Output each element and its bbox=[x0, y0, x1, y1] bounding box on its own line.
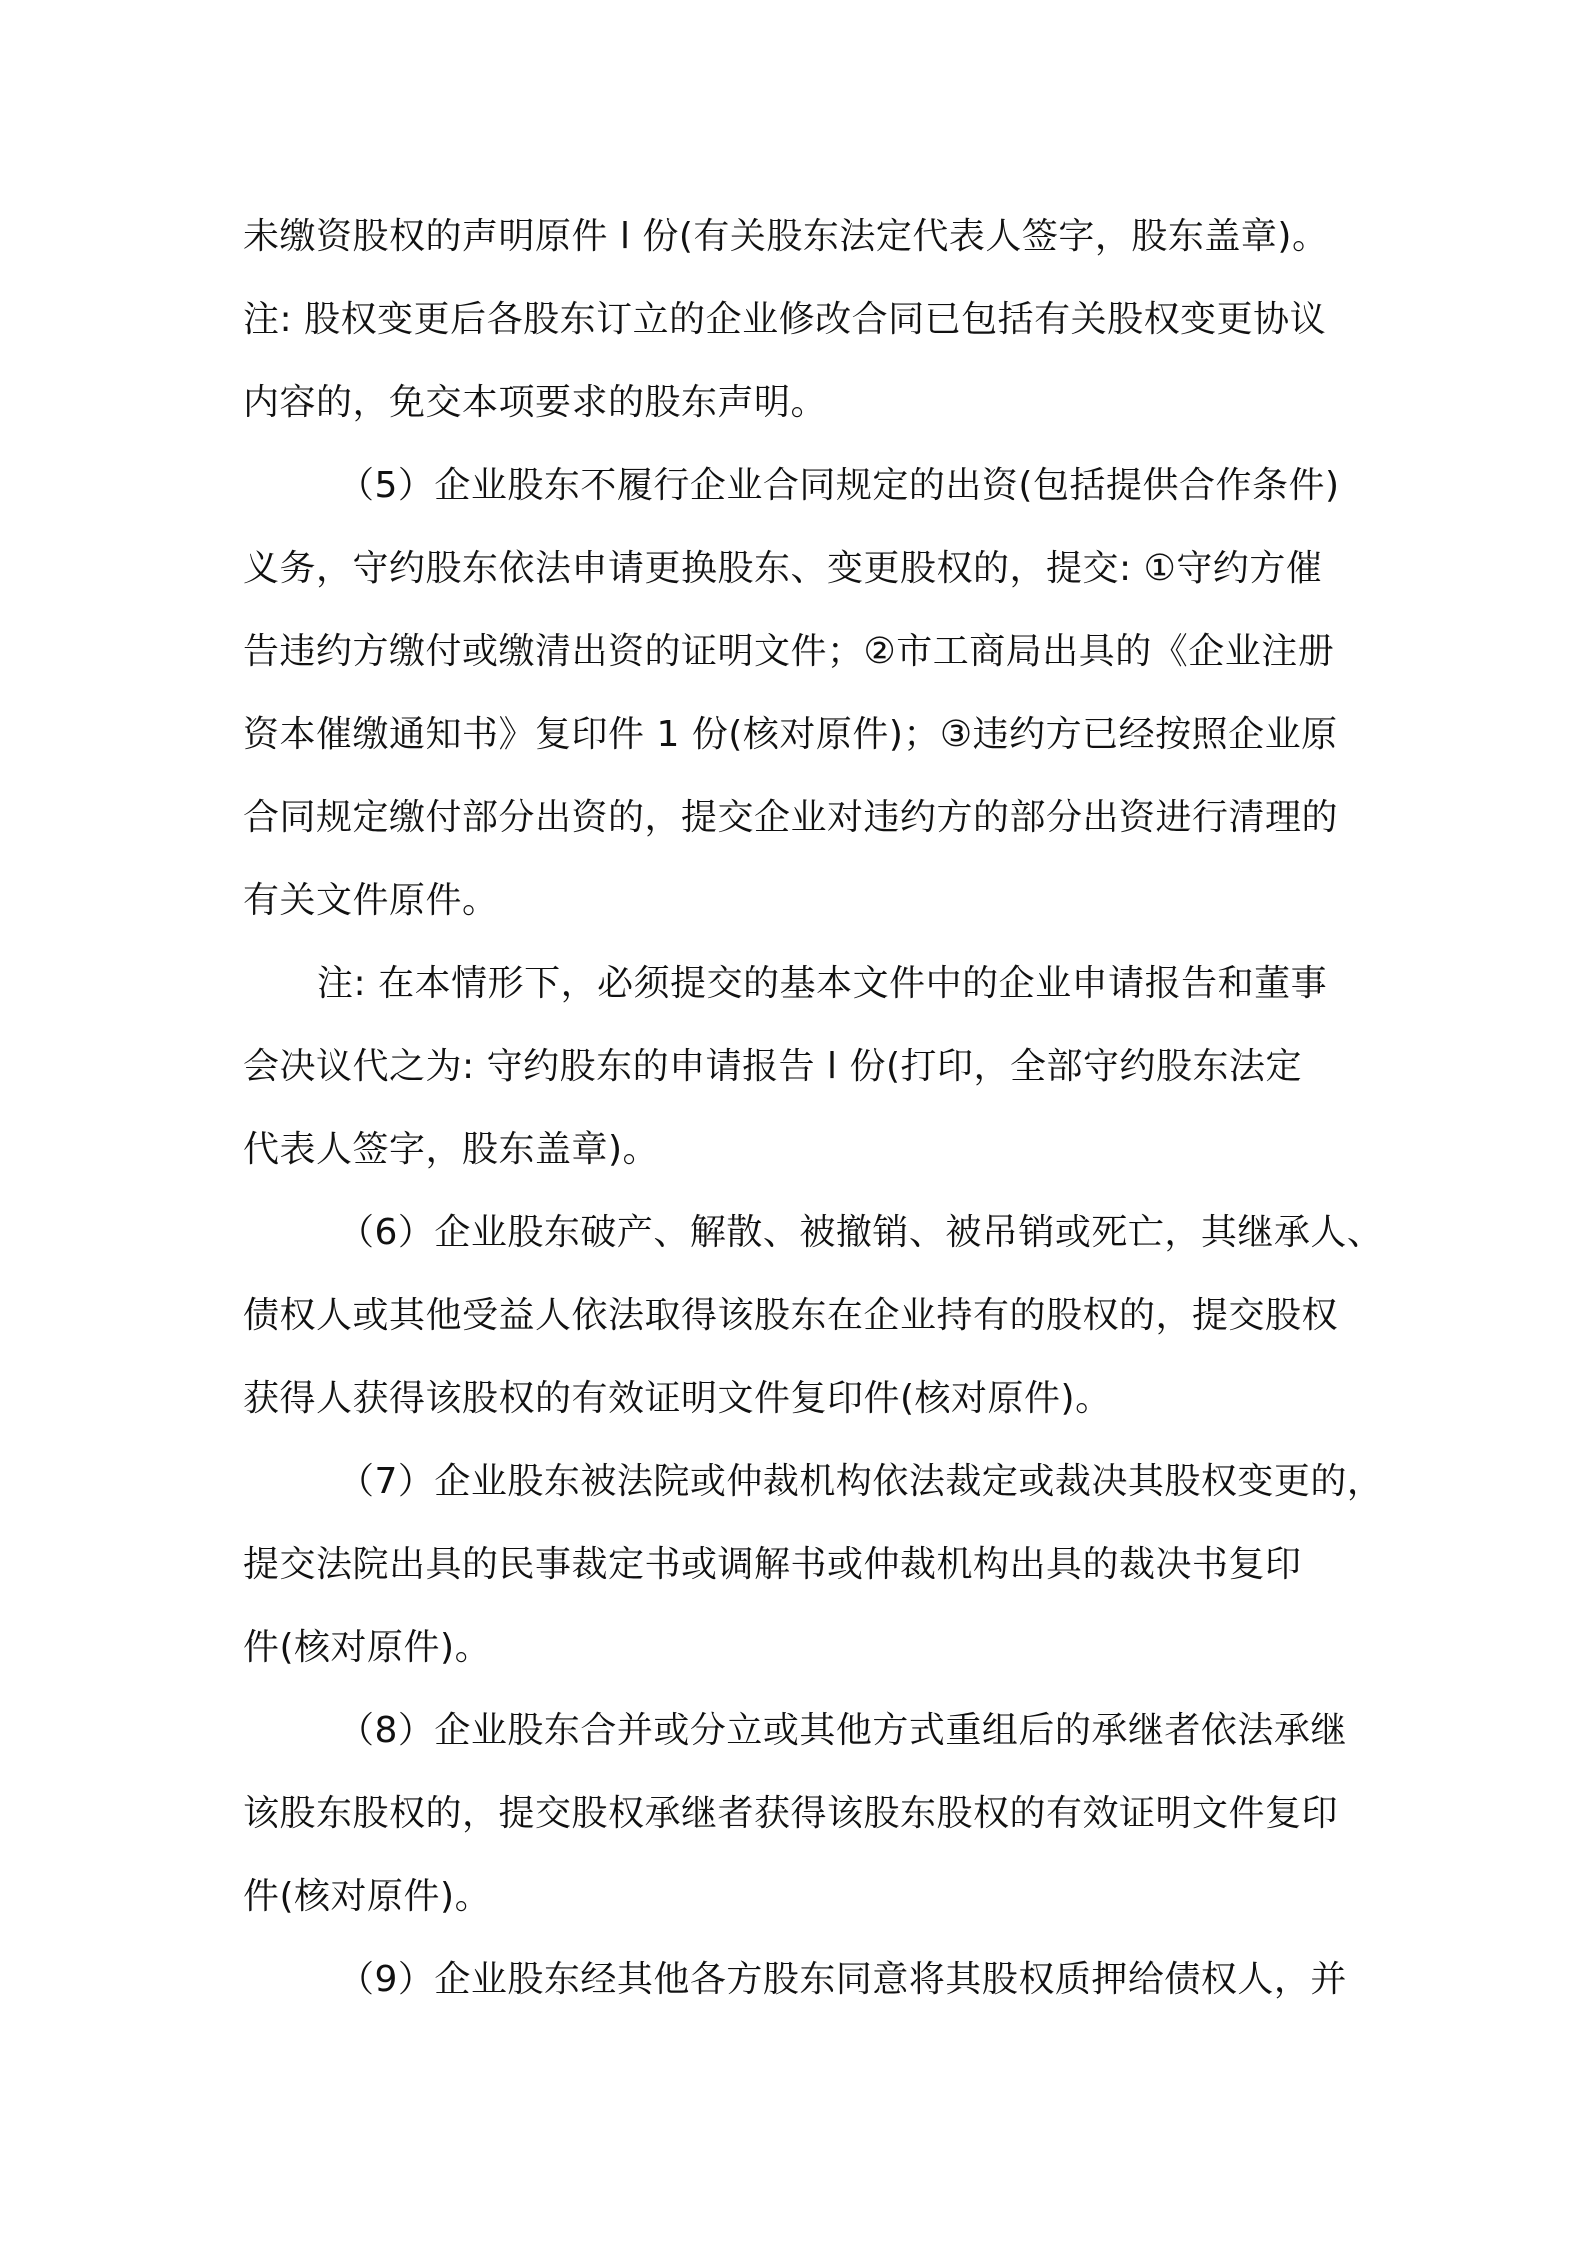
text-line: 内容的，免交本项要求的股东声明。 bbox=[243, 382, 828, 423]
text-line: 件(核对原件)。 bbox=[243, 1627, 492, 1668]
text-line: 告违约方缴付或缴清出资的证明文件；②市工商局出具的《企业注册 bbox=[243, 631, 1335, 672]
text-line: 件(核对原件)。 bbox=[243, 1876, 492, 1917]
text-line: 注: 股权变更后各股东订立的企业修改合同已包括有关股权变更协议 bbox=[243, 299, 1327, 340]
text-line: 有关文件原件。 bbox=[243, 880, 499, 921]
text-line: 获得人获得该股权的有效证明文件复印件(核对原件)。 bbox=[243, 1378, 1112, 1419]
note-start: 注: 在本情形下，必须提交的基本文件中的企业申请报告和董事 bbox=[317, 963, 1328, 1004]
text-line: 代表人签字，股东盖章)。 bbox=[243, 1129, 660, 1170]
text-line: 提交法院出具的民事裁定书或调解书或仲裁机构出具的裁决书复印 bbox=[243, 1544, 1302, 1585]
text-line: 会决议代之为: 守约股东的申请报告 l 份(打印，全部守约股东法定 bbox=[243, 1046, 1303, 1087]
paragraph-8-start: （8）企业股东合并或分立或其他方式重组后的承继者依法承继 bbox=[338, 1710, 1347, 1751]
text-line: 义务，守约股东依法申请更换股东、变更股权的，提交: ①守约方催 bbox=[243, 548, 1323, 589]
text-line: 资本催缴通知书》复印件 1 份(核对原件)；③违约方已经按照企业原 bbox=[243, 714, 1338, 755]
text-line: 债权人或其他受益人依法取得该股东在企业持有的股权的，提交股权 bbox=[243, 1295, 1339, 1336]
text-line: 合同规定缴付部分出资的，提交企业对违约方的部分出资进行清理的 bbox=[243, 797, 1339, 838]
text-line: 该股东股权的，提交股权承继者获得该股东股权的有效证明文件复印 bbox=[243, 1793, 1339, 1834]
paragraph-9-start: （9）企业股东经其他各方股东同意将其股权质押给债权人，并 bbox=[338, 1959, 1347, 2000]
text-line: 未缴资股权的声明原件 l 份(有关股东法定代表人签字，股东盖章)。 bbox=[243, 216, 1329, 257]
paragraph-5-start: （5）企业股东不履行企业合同规定的出资(包括提供合作条件) bbox=[338, 465, 1340, 506]
paragraph-7-start: （7）企业股东被法院或仲裁机构依法裁定或裁决其股权变更的， bbox=[338, 1461, 1384, 1502]
document-body bbox=[243, 195, 1384, 2021]
paragraph-6-start: （6）企业股东破产、解散、被撤销、被吊销或死亡，其继承人、 bbox=[338, 1212, 1384, 1253]
